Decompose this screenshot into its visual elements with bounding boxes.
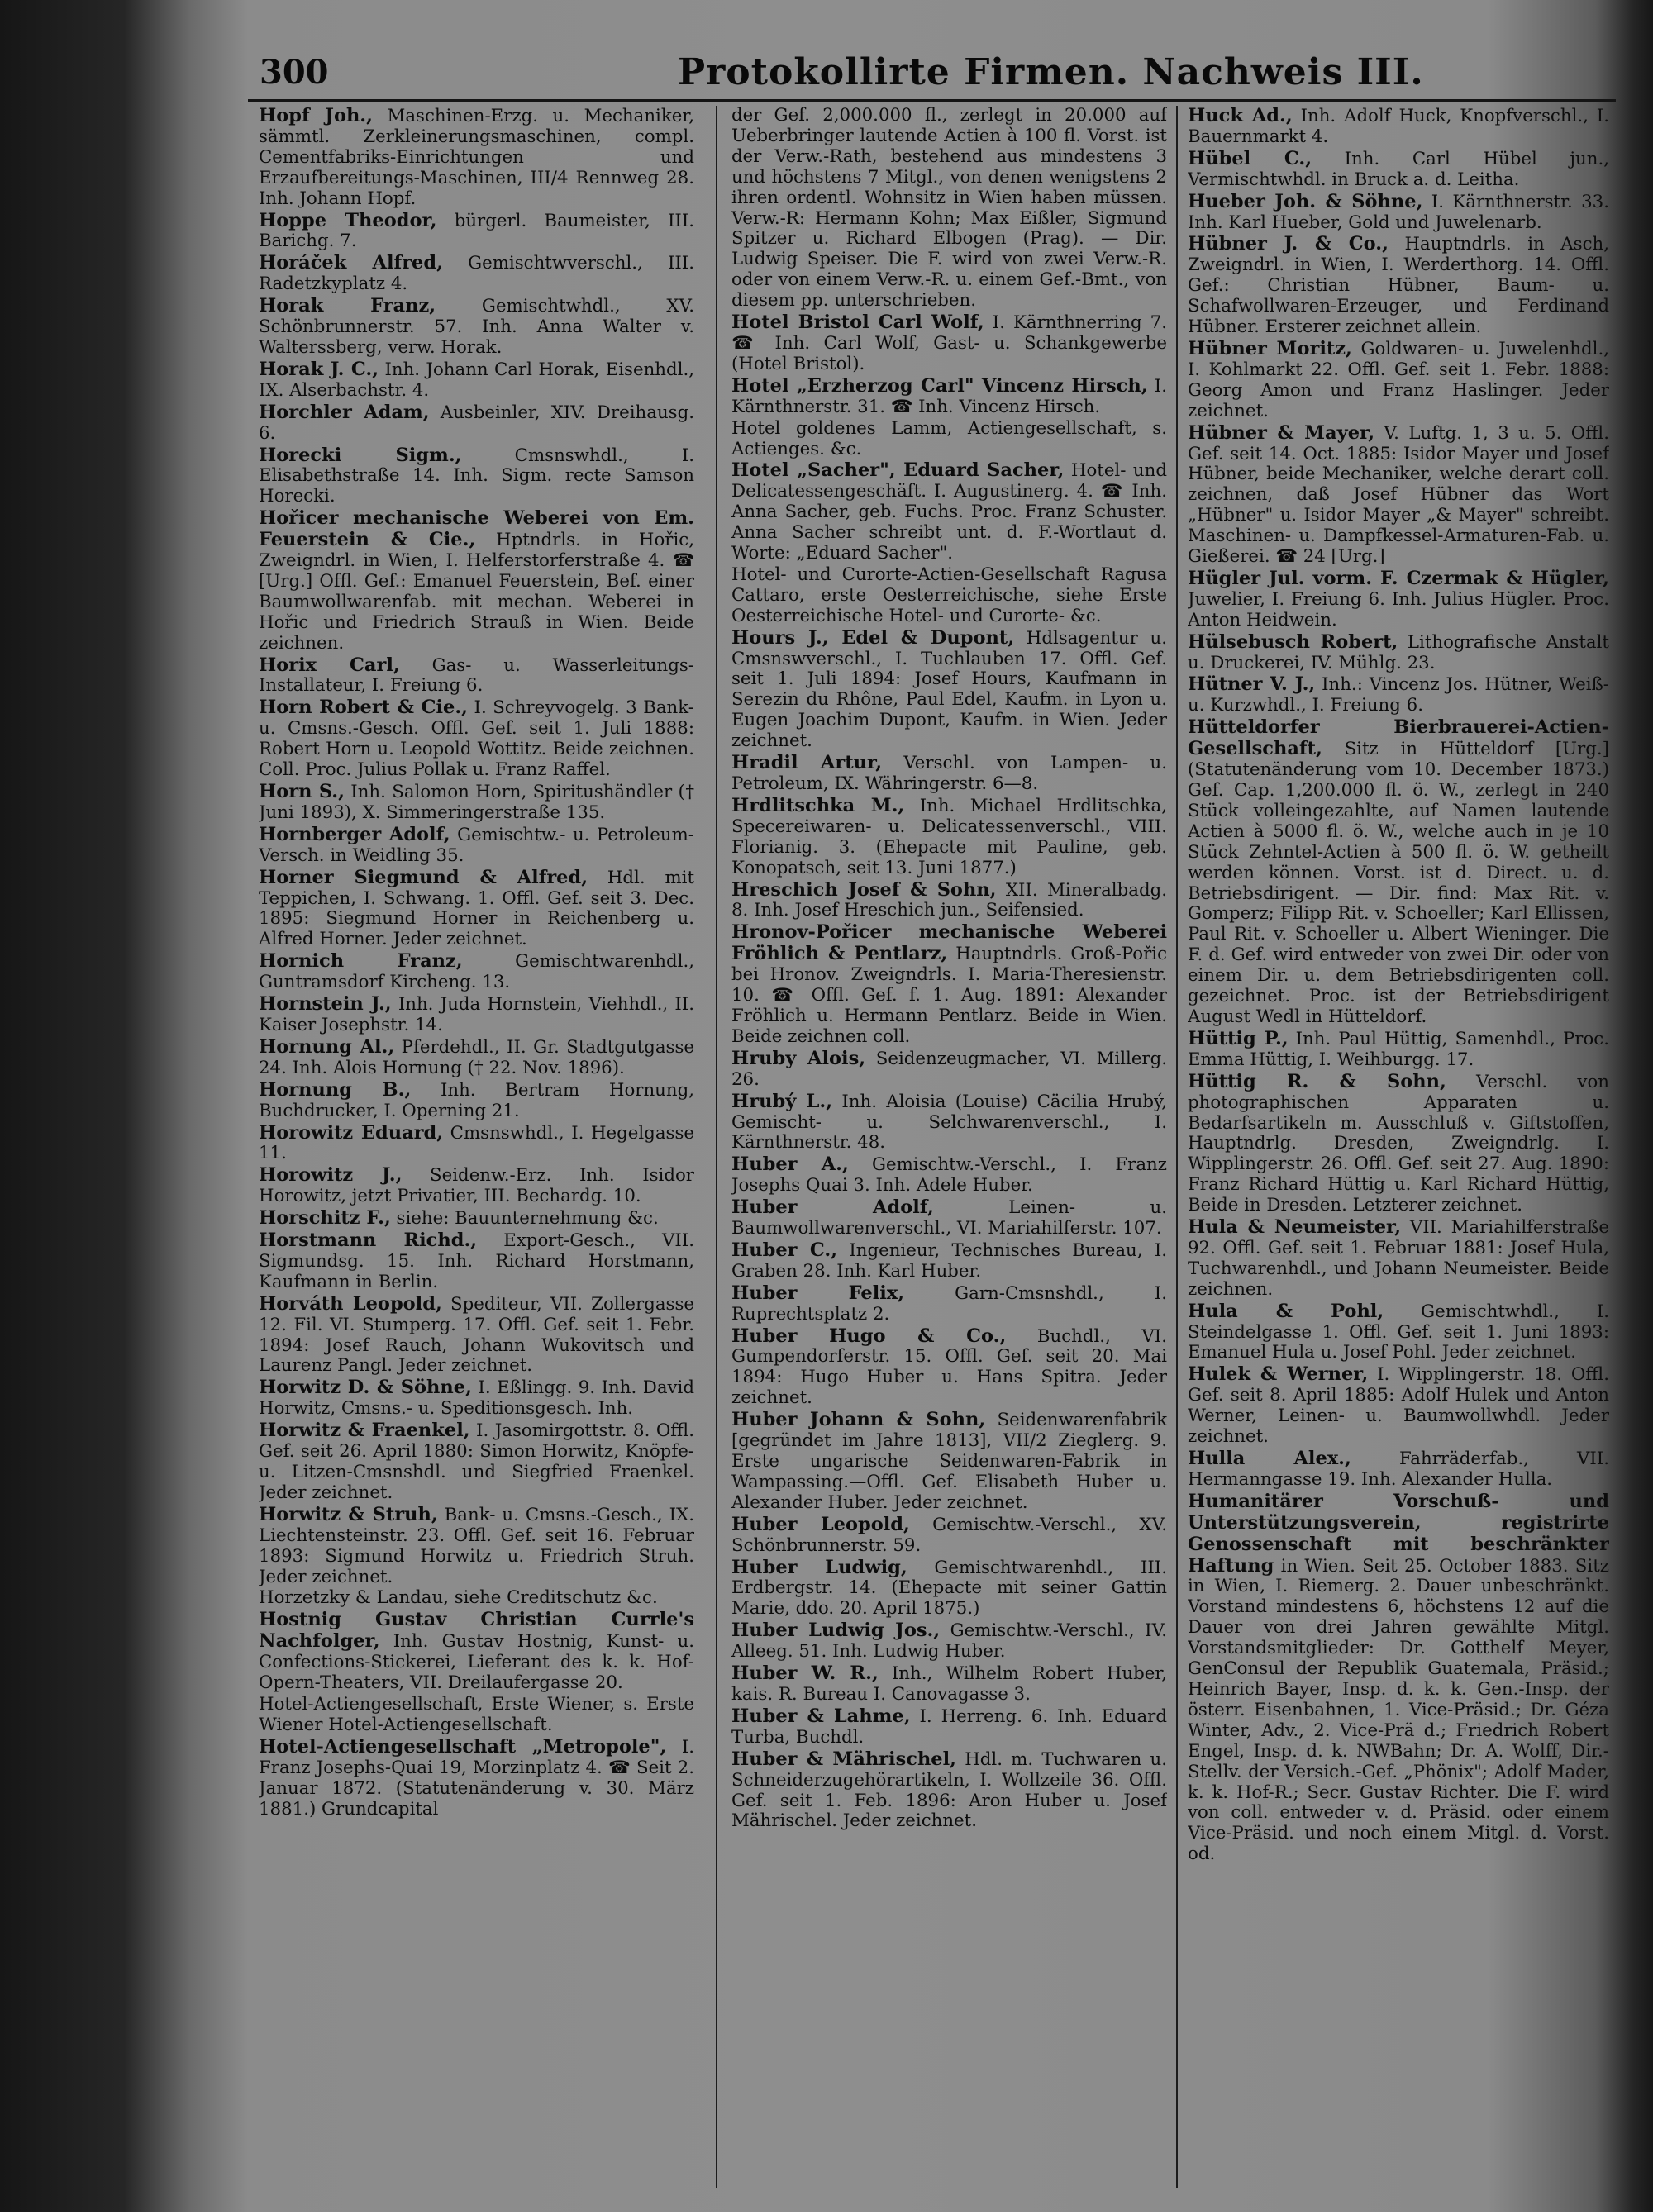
directory-entry	[1188, 149, 1609, 191]
directory-entry	[731, 1092, 1167, 1154]
firm-name: Hornberger Adolf,	[259, 823, 450, 845]
firm-name: Horváth Leopold,	[259, 1292, 442, 1315]
entry-text: Inh. Adolf Huck, Knopfverschl., I. Bauernmarkt 4.	[1188, 106, 1609, 147]
firm-name: Hotel „Erzherzog Carl" Vincenz Hirsch,	[731, 374, 1148, 397]
firm-name: Horáček Alfred,	[259, 252, 443, 274]
directory-entry	[259, 1737, 694, 1820]
entry-text: Hotel- und Curorte-Actien-Gesellschaft Ragusa Cattaro, erste Oesterreichische, siehe Erste Oesterreichische Hotel- und Curorte- &c.	[731, 564, 1167, 626]
firm-name: Huber Adolf,	[731, 1196, 934, 1219]
firm-name: Huber Felix,	[731, 1282, 905, 1304]
directory-entry	[259, 253, 694, 295]
directory-entry	[731, 312, 1167, 375]
directory-entry	[731, 1663, 1167, 1705]
directory-entry	[731, 1154, 1167, 1196]
firm-name: Horix Carl,	[259, 654, 400, 676]
directory-entry	[259, 1037, 694, 1079]
firm-name: Hotel „Sacher", Eduard Sacher,	[731, 459, 1065, 482]
page-number: 300	[260, 53, 329, 92]
entry-text: siehe: Bauunternehmung &c.	[390, 1208, 659, 1230]
firm-name: Hübner J. & Co.,	[1188, 233, 1389, 255]
firm-name: Huber Hugo & Co.,	[731, 1325, 1007, 1347]
directory-entry	[259, 402, 694, 445]
header-rule	[248, 99, 1616, 102]
directory-entry	[1188, 1072, 1609, 1216]
entry-text: Hptndrls. in Hořic, Zweigndrl. in Wien, I. Helferstorferstraße 4. ☎ [Urg.] Offl. Gef.: Emanuel Feuerstein, Bef. einer Baumwollwarenfab. mit mechan. Weberei in Hořic und Friedrich Strauß in Wien. Beide zeichnen.	[259, 530, 694, 654]
firm-name: Huber Johann & Sohn,	[731, 1409, 986, 1431]
firm-name: Hula & Pohl,	[1188, 1300, 1384, 1322]
directory-entry	[1188, 106, 1609, 148]
directory-entry	[731, 1558, 1167, 1620]
directory-entry	[259, 1208, 694, 1230]
entry-text: Garn-Cmsnshdl., I. Ruprechtsplatz 2.	[731, 1282, 1167, 1325]
directory-entry	[1188, 1491, 1609, 1865]
firm-name: Huber & Lahme,	[731, 1705, 911, 1727]
firm-name: Hüttig R. & Sohn,	[1188, 1070, 1446, 1092]
entry-text: Ingenieur, Technisches Bureau, I. Graben 28. Inh. Karl Huber.	[731, 1239, 1167, 1282]
directory-entry	[259, 655, 694, 697]
directory-entry	[731, 753, 1167, 795]
entry-text: I. Wipplingerstr. 18. Offl. Gef. seit 8. April 1885: Adolf Hulek und Anton Werner, Leinen- u. Baumwollwhdl. Jeder zeichnet.	[1188, 1364, 1609, 1448]
column-2	[731, 106, 1167, 2188]
directory-entry	[731, 1749, 1167, 1833]
entry-text: Gemischtw.- u. Petroleum-Versch. in Weidling 35.	[259, 824, 694, 866]
firm-name: Hotel Bristol Carl Wolf,	[731, 312, 984, 334]
entry-text: Leinen- u. Baumwollwarenverschl., VI. Mariahilferstr. 107.	[731, 1197, 1167, 1239]
directory-entry	[259, 1230, 694, 1293]
directory-entry	[1188, 423, 1609, 568]
firm-name: Hours J., Edel & Dupont,	[731, 626, 1015, 649]
entry-text: Verschl. von photographischen Apparaten u. Bedarfsartikeln m. Ausschluß v. Giftstoffen, Hauptndrlg. Dresden, Zweigndrlg. I. Wipplingerstr. 26. Offl. Gef. seit 27. Aug. 1890: Franz Richard Hüttig u. Karl Richard Hüttig, Beide in Dresden. Letzterer zeichnet.	[1188, 1071, 1609, 1216]
directory-entry	[731, 1283, 1167, 1325]
entry-text: I. Jasomirgottstr. 8. Offl. Gef. seit 26. April 1880: Simon Horwitz, Knöpfe- u. Litzen-Cmsnshdl. und Siegfried Fraenkel. Jeder zeichnet.	[259, 1420, 694, 1503]
directory-entry	[259, 359, 694, 402]
entry-text: Cmsnswhdl., I. Elisabethstraße 14. Inh. Sigm. recte Samson Horecki.	[259, 445, 694, 507]
entry-text: Hotel goldenes Lamm, Actiengesellschaft, s. Actienges. &c.	[731, 417, 1167, 459]
entry-text: I. Franz Josephs-Quai 19, Morzinplatz 4. ☎ Seit 2. Januar 1872. (Statutenänderung v. 30. März 1881.) Grundcapital	[259, 1736, 694, 1820]
entry-text: I. Eßlingg. 9. Inh. David Horwitz, Cmsns.- u. Speditionsgesch. Inh.	[259, 1377, 694, 1420]
directory-entry	[259, 697, 694, 781]
directory-entry	[731, 376, 1167, 418]
firm-name: Hruby Alois,	[731, 1047, 866, 1069]
entry-text: Seidenzeugmacher, VI. Millerg. 26.	[731, 1048, 1167, 1090]
directory-entry	[259, 1588, 694, 1609]
page-title: Protokollirte Firmen. Nachweis III.	[678, 51, 1424, 93]
entry-text: Inh., Wilhelm Robert Huber, kais. R. Bureau I. Canovagasse 3.	[731, 1663, 1167, 1705]
firm-name: Horner Siegmund & Alfred,	[259, 866, 588, 888]
firm-name: Hübner & Mayer,	[1188, 421, 1375, 444]
firm-name: Hornung B.,	[259, 1078, 412, 1101]
directory-entry	[731, 1410, 1167, 1514]
firm-name: Hoppe Theodor,	[259, 209, 437, 231]
entry-text: Ausbeinler, XIV. Dreihausg. 6.	[259, 402, 694, 444]
entry-text: Gemischtwarenhdl., III. Erdbergstr. 14. (Ehepacte mit seiner Gattin Marie, ddo. 20. April 1875.)	[731, 1557, 1167, 1620]
firm-name: Hradil Artur,	[731, 752, 883, 774]
firm-name: Horn S.,	[259, 781, 345, 802]
entry-text: Gas- u. Wasserleitungs-Installateur, I. Freiung 6.	[259, 654, 694, 697]
firm-name: Hrdlitschka M.,	[731, 794, 905, 816]
directory-entry	[259, 508, 694, 654]
directory-entry	[259, 1165, 694, 1207]
directory-entry	[259, 1420, 694, 1504]
entry-text: Bank- u. Cmsns.-Gesch., IX. Liechtensteinstr. 23. Offl. Gef. seit 16. Februar 1893: Sigmund Horwitz u. Friedrich Struh. Jeder zeichnet.	[259, 1504, 694, 1587]
directory-entry	[1188, 339, 1609, 422]
directory-entry	[731, 1197, 1167, 1239]
directory-entry	[731, 922, 1167, 1047]
firm-name: Hornung Al.,	[259, 1035, 395, 1058]
firm-name: Hotel-Actiengesellschaft „Metropole",	[259, 1735, 667, 1758]
directory-entry	[731, 880, 1167, 922]
entry-text: Juwelier, I. Freiung 6. Inh. Julius Hügler. Proc. Anton Heidwein.	[1188, 588, 1609, 630]
directory-entry	[259, 296, 694, 359]
directory-entry	[1188, 1364, 1609, 1448]
directory-entry	[259, 106, 694, 210]
entry-text: Hdlsagentur u. Cmsnswverschl., I. Tuchlauben 17. Offl. Gef. seit 1. Juli 1894: Josef Hours, Kaufmann in Serezin du Rhône, Paul Edel, Kaufm. in Lyon u. Eugen Joachim Dupont, Kaufm. in Wien. Jeder zeichnet.	[731, 627, 1167, 752]
entry-text: Inh. Carl Hübel jun., Vermischtwhdl. in Bruck a. d. Leitha.	[1188, 148, 1609, 190]
entry-text: Gemischtwhdl., XV. Schönbrunnerstr. 57. Inh. Anna Walter v. Walterssberg, verw. Horak.	[259, 296, 694, 358]
column-1	[259, 106, 694, 2188]
firm-name: Hueber Joh. & Söhne,	[1188, 190, 1423, 212]
firm-name: Huber W. R.,	[731, 1663, 879, 1685]
directory-entry	[259, 825, 694, 867]
entry-text: Inh. Bertram Hornung, Buchdrucker, I. Operning 21.	[259, 1079, 694, 1121]
directory-entry	[731, 628, 1167, 752]
firm-name: Horowitz J.,	[259, 1164, 403, 1187]
entry-text: Gemischtw.-Verschl., XV. Schönbrunnerstr. 59.	[731, 1514, 1167, 1556]
entry-text: Hauptndrls. in Asch, Zweigndrl. in Wien, I. Werderthorg. 14. Offl. Gef.: Christian Hübner, Baum- u. Schafwollwaren-Erzeuger, und Ferdinand Hübner. Ersterer zeichnet allein.	[1188, 234, 1609, 338]
firm-name: Huber & Mährischel,	[731, 1748, 957, 1770]
firm-name: Hronov-Pořicer mechanische Weberei Fröhlich & Pentlarz,	[731, 921, 1167, 965]
firm-name: Horschitz F.,	[259, 1207, 391, 1230]
entry-text: I. Herreng. 6. Inh. Eduard Turba, Buchdl.	[731, 1705, 1167, 1748]
entry-text: Inh.: Vincenz Jos. Hütner, Weiß- u. Kurzwhdl., I. Freiung 6.	[1188, 674, 1609, 716]
directory-entry	[259, 1080, 694, 1122]
firm-name: Horwitz & Struh,	[259, 1503, 438, 1525]
firm-name: Hreschich Josef & Sohn,	[731, 878, 997, 901]
firm-name: Horecki Sigm.,	[259, 444, 462, 466]
directory-entry	[1188, 1449, 1609, 1491]
directory-entry	[731, 1326, 1167, 1410]
entry-text: Goldwaren- u. Juwelenhdl., I. Kohlmarkt 22. Offl. Gef. seit 1. Febr. 1888: Georg Amon und Franz Haslinger. Jeder zeichnet.	[1188, 338, 1609, 421]
firm-name: Hrubý L.,	[731, 1090, 833, 1112]
directory-entry	[259, 1695, 694, 1736]
directory-entry	[1188, 1217, 1609, 1301]
directory-entry	[259, 868, 694, 951]
firm-name: Horwitz & Fraenkel,	[259, 1420, 470, 1442]
entry-text: Hotel-Actiengesellschaft, Erste Wiener, s. Erste Wiener Hotel-Actiengesellschaft.	[259, 1693, 694, 1735]
directory-entry	[259, 1294, 694, 1377]
entry-text: Hotel- und Delicatessengeschäft. I. Augustinerg. 4. ☎ Inh. Anna Sacher, geb. Fuchs. Proc. Franz Schuster. Anna Sacher schreibt unt. d. F.-Wortlaut d. Worte: „Eduard Sacher".	[731, 460, 1167, 564]
directory-entry	[259, 445, 694, 508]
firm-name: Hütner V. J.,	[1188, 673, 1316, 696]
directory-entry	[259, 951, 694, 993]
directory-entry	[259, 1377, 694, 1420]
entry-text: Lithografische Anstalt u. Druckerei, IV. Mühlg. 23.	[1188, 631, 1609, 673]
entry-text: Inh. Paul Hüttig, Samenhdl., Proc. Emma Hüttig, I. Weihburgg. 17.	[1188, 1028, 1609, 1070]
entry-text: Gemischtwarenhdl., Guntramsdorf Kircheng. 13.	[259, 951, 694, 993]
entry-text: Hdl. m. Tuchwaren u. Schneiderzugehörartikeln, I. Wollzeile 36. Offl. Gef. seit 1. Feb. 1896: Aron Huber u. Josef Mährischel. Jeder zeichnet.	[731, 1748, 1167, 1832]
entry-text: V. Luftg. 1, 3 u. 5. Offl. Gef. seit 14. Oct. 1885: Isidor Mayer und Josef Hübner, beide Mechaniker, welche derart coll. zeichnen, daß Josef Hübner das Wort „Hübner" u. Isidor Mayer „& Mayer" schreibt. Maschinen- u. Dampfkessel-Armaturen-Fab. u. Gießerei. ☎ 24 [Urg.]	[1188, 422, 1609, 568]
firm-name: Hütteldorfer Bierbrauerei-Actien-Gesellschaft,	[1188, 716, 1609, 760]
entry-text: Seidenwarenfabrik [gegründet im Jahre 1813], VII/2 Zieglerg. 9. Erste ungarische Seidenwaren-Fabrik in Wampassing.—Offl. Gef. Elisabeth Huber u. Alexander Huber. Jeder zeichnet.	[731, 1410, 1167, 1513]
directory-entry	[731, 1049, 1167, 1091]
column-divider-2	[1176, 106, 1178, 2188]
entry-text: I. Kärnthnerstr. 31. ☎ Inh. Vincenz Hirsch.	[731, 375, 1167, 417]
entry-text: Pferdehdl., II. Gr. Stadtgutgasse 24. Inh. Alois Hornung († 22. Nov. 1896).	[259, 1036, 694, 1078]
firm-name: Hübel C.,	[1188, 147, 1312, 169]
entry-text: Cmsnswhdl., I. Hegelgasse 11.	[259, 1122, 694, 1164]
firm-name: Hülsebusch Robert,	[1188, 630, 1398, 653]
firm-name: Huber Ludwig,	[731, 1556, 907, 1578]
firm-name: Hornich Franz,	[259, 950, 463, 973]
directory-entry	[731, 796, 1167, 879]
entry-text: Seidenw.-Erz. Inh. Isidor Horowitz, jetzt Privatier, III. Bechardg. 10.	[259, 1165, 694, 1207]
directory-entry	[1188, 674, 1609, 716]
directory-entry	[259, 1610, 694, 1694]
firm-name: Hüttig P.,	[1188, 1027, 1289, 1049]
entry-text: Inh. Johann Carl Horak, Eisenhdl., IX. Alserbachstr. 4.	[259, 359, 694, 401]
directory-entry	[1188, 568, 1609, 631]
directory-entry	[731, 460, 1167, 564]
directory-entry	[731, 419, 1167, 460]
firm-name: Hula & Neumeister,	[1188, 1216, 1402, 1239]
entry-text: Spediteur, VII. Zollergasse 12. Fil. VI. Stumperg. 17. Offl. Gef. seit 1. Febr. 1894: Josef Rauch, Johann Wukovitsch und Laurenz Pangl. Jeder zeichnet.	[259, 1293, 694, 1377]
entry-text: bürgerl. Baumeister, III. Barichg. 7.	[259, 210, 694, 252]
firm-name: Hornstein J.,	[259, 993, 392, 1016]
directory-entry	[731, 1620, 1167, 1663]
directory-entry	[1188, 1029, 1609, 1071]
entry-text: Sitz in Hütteldorf [Urg.] (Statutenänderung vom 10. December 1873.) Gef. Cap. 1,200.000 fl. ö. W., zerlegt in 240 Stück volleingezahlte, auf Namen lautende Actien à 5000 fl. ö. W., welche auch in je 10 Stück Zehntel-Actien à 500 fl. ö. W. getheilt werden können. Vorst. ist d. Direct. u. d. Betriebsdirigent. — Dir. find: Max Rit. v. Gomperz; Filipp Rit. v. Schoeller; Karl Ellissen, Paul Rit. v. Schoeller u. Albert Wieninger. Die F. d. Gef. wird entweder von zwei Dir. oder von einem Dir. u. dem Betriebsdirigenten coll. gezeichnet. Proc. ist der Betriebsdirigent August Wedl in Hütteldorf.	[1188, 739, 1609, 1027]
firm-name: Horak J. C.,	[259, 358, 379, 380]
firm-name: Hopf Joh.,	[259, 106, 373, 126]
directory-entry	[259, 994, 694, 1036]
directory-entry	[1188, 192, 1609, 234]
firm-name: Hořicer mechanische Weberei von Em. Feuerstein & Cie.,	[259, 507, 694, 551]
entry-text: Gemischtw.-Verschl., IV. Alleeg. 51. Inh. Ludwig Huber.	[731, 1620, 1167, 1663]
firm-name: Hügler Jul. vorm. F. Czermak & Hügler,	[1188, 567, 1609, 589]
firm-name: Horn Robert & Cie.,	[259, 697, 469, 719]
entry-text: Inh. Michael Hrdlitschka, Specereiwaren- u. Delicatessenverschl., VIII. Florianig. 3. (Ehepacte mit Pauline, geb. Konopatsch, seit 13. Juni 1877.)	[731, 795, 1167, 878]
entry-text: Fahrräderfab., VII. Hermanngasse 19. Inh. Alexander Hulla.	[1188, 1449, 1609, 1490]
entry-text: I. Schreyvogelg. 3 Bank- u. Cmsns.-Gesch. Offl. Gef. seit 1. Juli 1888: Robert Horn u. Leopold Wottitz. Beide zeichnen. Coll. Proc. Julius Pollak u. Franz Raffel.	[259, 697, 694, 781]
entry-text: Inh. Juda Hornstein, Viehhdl., II. Kaiser Josephstr. 14.	[259, 994, 694, 1035]
entry-text: in Wien. Seit 25. October 1883. Sitz in Wien, I. Riemerg. 2. Dauer unbeschränkt. Vorstand mindestens 6, höchstens 12 auf die Dauer von drei Jahren gewählte Mitgl. Vorstandsmitglieder: Dr. Gotthelf Meyer, GenConsul der Republik Guatemala, Präsid.; Heinrich Bayer, Insp. d. k. k. Gen.-Insp. der österr. Eisenbahnen, 1. Vice-Präsid.; Dr. Géza Winter, Adv., 2. Vice-Prä d.; Friedrich Robert Engel, Insp. d. k. NWBahn; Dr. A. Wolff, Dir.-Stellv. der Versich.-Gef. „Phönix"; Adolf Mader, k. k. Hof-R.; Secr. Gustav Richter. Die F. wird von coll. entweder v. d. Präsid. oder einem Vice-Präsid. und noch einem Mitgl. d. Vorst. od.	[1188, 1555, 1609, 1865]
firm-name: Horwitz D. & Söhne,	[259, 1377, 472, 1399]
entry-text: Gemischtw.-Verschl., I. Franz Josephs Quai 3. Inh. Adele Huber.	[731, 1154, 1167, 1196]
entry-text: Horzetzky & Landau, siehe Creditschutz &c.	[259, 1587, 658, 1609]
directory-entry	[259, 782, 694, 824]
firm-name: Horak Franz,	[259, 295, 436, 317]
directory-entry	[259, 1123, 694, 1165]
entry-text: Hauptndrls. Groß-Pořic bei Hronov. Zweigndrls. I. Maria-Theresienstr. 10. ☎ Offl. Gef. f. 1. Aug. 1891: Alexander Fröhlich u. Hermann Pentlarz. Beide in Wien. Beide zeichnen coll.	[731, 944, 1167, 1047]
firm-name: Horchler Adam,	[259, 401, 430, 423]
firm-name: Huber Leopold,	[731, 1513, 910, 1535]
firm-name: Horstmann Richd.,	[259, 1230, 478, 1252]
directory-entry	[259, 211, 694, 253]
entry-text: Maschinen-Erzg. u. Mechaniker, sämmtl. Zerkleinerungsmaschinen, compl. Cementfabriks-Einrichtungen und Erzaufbereitungs-Maschinen, III/4 Rennweg 28. Inh. Johann Hopf.	[259, 106, 694, 209]
entry-text: Inh. Gustav Hostnig, Kunst- u. Confections-Stickerei, Lieferant des k. k. Hof-Opern-Theaters, VII. Dreilaufergasse 20.	[259, 1631, 694, 1694]
entry-text: Verschl. von Lampen- u. Petroleum, IX. Währingerstr. 6—8.	[731, 753, 1167, 794]
entry-text: Export-Gesch., VII. Sigmundsg. 15. Inh. Richard Horstmann, Kaufmann in Berlin.	[259, 1230, 694, 1292]
entry-text: Gemischtwverschl., III. Radetzkyplatz 4.	[259, 253, 694, 295]
entry-text: XII. Mineralbadg. 8. Inh. Josef Hreschich jun., Seifensied.	[731, 879, 1167, 921]
firm-name: Huber C.,	[731, 1239, 838, 1261]
firm-name: Huck Ad.,	[1188, 106, 1293, 126]
firm-name: Hulla Alex.,	[1188, 1448, 1351, 1469]
entry-text: Hdl. mit Teppichen, I. Schwang. 1. Offl. Gef. seit 3. Dec. 1895: Siegmund Horner in Reichenberg u. Alfred Horner. Jeder zeichnet.	[259, 867, 694, 950]
firm-name: Hübner Moritz,	[1188, 337, 1352, 359]
firm-name: Hostnig Gustav Christian Currle's Nachfolger,	[259, 1609, 694, 1653]
column-divider-1	[716, 106, 717, 2188]
directory-entry	[1188, 717, 1609, 1028]
directory-entry	[731, 1515, 1167, 1557]
entry-text: Buchdl., VI. Gumpendorferstr. 15. Offl. Gef. seit 20. Mai 1894: Hugo Huber u. Hans Spitra. Jeder zeichnet.	[731, 1325, 1167, 1409]
page-header	[248, 48, 1620, 98]
entry-text: Gemischtwhdl., I. Steindelgasse 1. Offl. Gef. seit 1. Juni 1893: Emanuel Hula u. Josef Pohl. Jeder zeichnet.	[1188, 1301, 1609, 1363]
firm-name: Horowitz Eduard,	[259, 1121, 444, 1144]
firm-name: Huber A.,	[731, 1154, 849, 1176]
entry-text: Inh. Aloisia (Louise) Cäcilia Hrubý, Gemischt- u. Selchwarenverschl., I. Kärnthnerstr. 48.	[731, 1091, 1167, 1154]
directory-entry	[1188, 632, 1609, 674]
entry-text: I. Kärnthnerstr. 33. Inh. Karl Hueber, Gold und Juwelenarb.	[1188, 191, 1609, 233]
directory-entry	[731, 1706, 1167, 1748]
firm-name: Huber Ludwig Jos.,	[731, 1620, 941, 1642]
directory-entry	[731, 565, 1167, 627]
directory-entry	[731, 106, 1167, 312]
entry-text: VII. Mariahilferstraße 92. Offl. Gef. seit 1. Februar 1881: Josef Hula, Tuchwarenhdl., und Johann Neumeister. Beide zeichnen.	[1188, 1217, 1609, 1300]
entry-text: I. Kärnthnerring 7. ☎ Inh. Carl Wolf, Gast- u. Schankgewerbe (Hotel Bristol).	[731, 312, 1167, 374]
directory-entry	[1188, 234, 1609, 338]
entry-text: Inh. Salomon Horn, Spiritushändler († Juni 1893), X. Simmeringerstraße 135.	[259, 782, 694, 823]
entry-text: der Gef. 2,000.000 fl., zerlegt in 20.000 auf Ueberbringer lautende Actien à 100 fl. Vorst. ist der Verw.-Rath, bestehend aus mindestens 3 und höchstens 7 Mitgl., von denen wenigstens 2 ihren ordentl. Wohnsitz in Wien haben müssen. Verw.-R: Hermann Kohn; Max Eißler, Sigmund Spitzer u. Richard Elbogen (Prag). — Dir. Ludwig Speiser. Die F. wird von zwei Verw.-R. oder von einem Verw.-R. u. einem Gef.-Bmt., von diesem pp. unterschrieben.	[731, 106, 1167, 312]
directory-entry	[731, 1240, 1167, 1282]
directory-entry	[1188, 1301, 1609, 1364]
firm-name: Hulek & Werner,	[1188, 1363, 1369, 1386]
directory-entry	[259, 1505, 694, 1588]
column-3	[1188, 106, 1609, 2188]
firm-name: Humanitärer Vorschuß- und Unterstützungsverein, registrirte Genossenschaft mit beschränkter Haftung	[1188, 1490, 1609, 1577]
